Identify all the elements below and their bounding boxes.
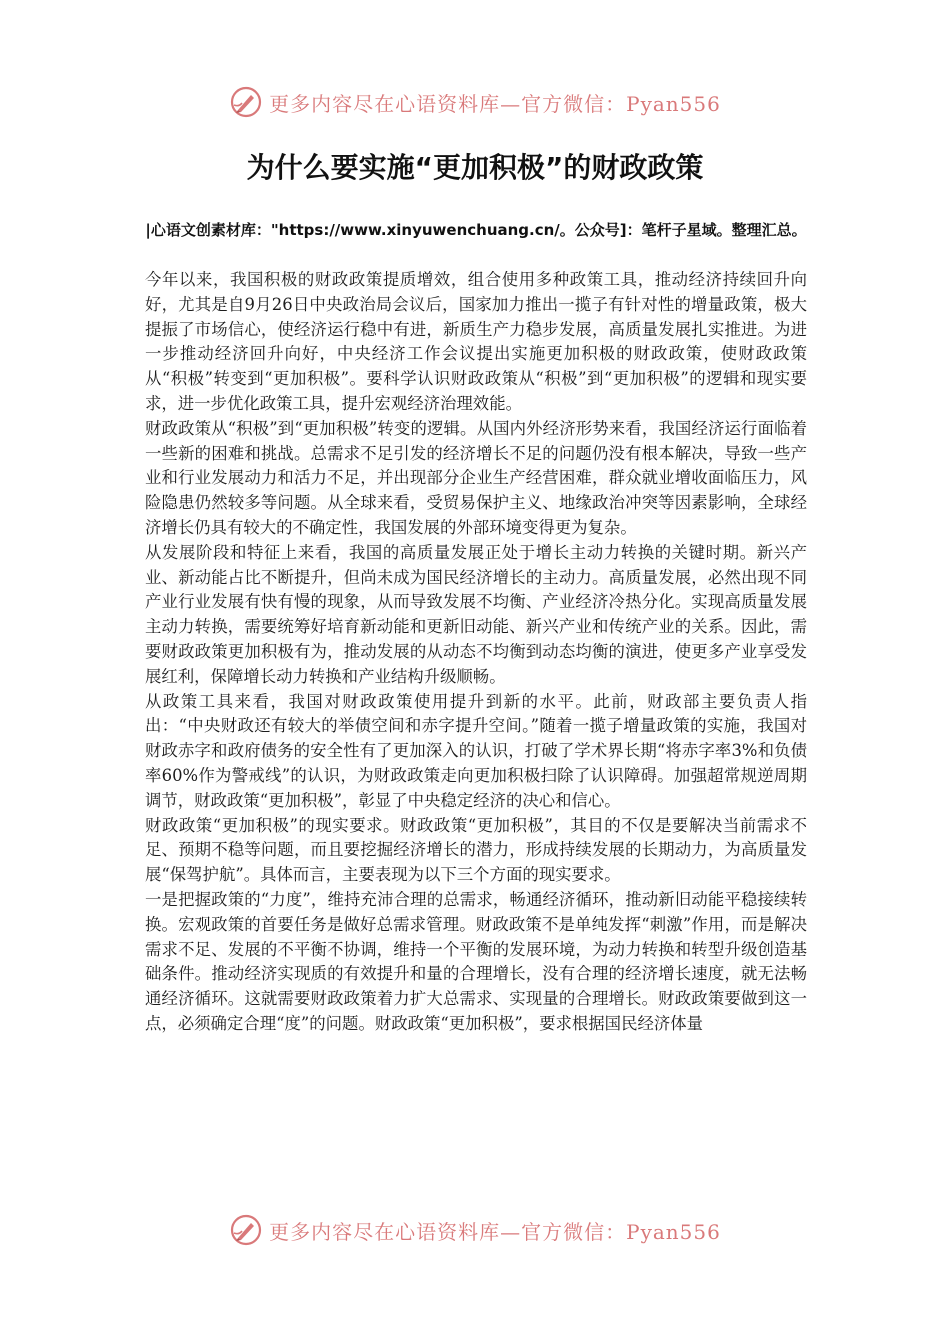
article-body xyxy=(145,268,807,1037)
paragraph: 一是把握政策的“力度”，维持充沛合理的总需求，畅通经济循环，推动新旧动能平稳接续转换。宏观政策的首要任务是做好总需求管理。财政政策不是单纯发挥“刺激”作用，而是解决需求不足、发展的不平衡不协调，维持一个平衡的发展环境，为动力转换和转型升级创造基础条件。推动经济实现质的有效提升和量的合理增长，没有合理的经济增长速度，就无法畅通经济循环。这就需要财政政策着力扩大总需求、实现量的合理增长。财政政策要做到这一点，必须确定合理“度”的问题。财政政策“更加积极”，要求根据国民经济体量 xyxy=(145,889,807,1033)
watermark-text: 更多内容尽在心语资料库—官方微信：Pyan556 xyxy=(269,91,721,116)
paragraph: 财政政策从“积极”到“更加积极”转变的逻辑。从国内外经济形势来看，我国经济运行面临着一些新的困难和挑战。总需求不足引发的经济增长不足的问题仍没有根本解决，导致一些产业和行业发展动力和活力不足，并出现部分企业生产经营困难，群众就业增收面临压力，风险隐患仍然较多等问题。从全球来看，受贸易保护主义、地缘政治冲突等因素影响，全球经济增长仍具有较大的不确定性，我国发展的外部环境变得更为复杂。 xyxy=(145,418,807,537)
watermark-text: 更多内容尽在心语资料库—官方微信：Pyan556 xyxy=(269,1219,721,1244)
footer-watermark-banner xyxy=(0,1210,950,1250)
page-title: 为什么要实施“更加积极”的财政政策 xyxy=(246,151,704,184)
paragraph: 财政政策“更加积极”的现实要求。财政政策“更加积极”，其目的不仅是要解决当前需求不足、预期不稳等问题，而且要挖掘经济增长的潜力，形成持续发展的长期动力，为高质量发展“保驾护航”。具体而言，主要表现为以下三个方面的现实要求。 xyxy=(145,815,807,885)
paragraph: 从发展阶段和特征上来看，我国的高质量发展正处于增长主动力转换的关键时期。新兴产业、新动能占比不断提升，但尚未成为国民经济增长的主动力。高质量发展，必然出现不同产业行业发展有快有慢的现象，从而导致发展不均衡、产业经济冷热分化。实现高质量发展主动力转换，需要统筹好培育新动能和更新旧动能、新兴产业和传统产业的关系。因此，需要财政政策更加积极有为，推动发展的从动态不均衡到动态均衡的演进，使更多产业享受发展红利，保障增长动力转换和产业结构升级顺畅。 xyxy=(145,542,807,686)
paragraph: 从政策工具来看，我国对财政政策使用提升到新的水平。此前，财政部主要负责人指出：“中央财政还有较大的举债空间和赤字提升空间。”随着一揽子增量政策的实施，我国对财政赤字和政府债务的安全性有了更加深入的认识，打破了学术界长期“将赤字率3%和负债率60%作为警戒线”的认识，为财政政策走向更加积极扫除了认识障碍。加强超常规逆周期调节，财政政策“更加积极”，彰显了中央稳定经济的决心和信心。 xyxy=(145,691,807,810)
pen-logo-icon xyxy=(229,85,263,119)
header-watermark-banner xyxy=(0,82,950,122)
source-note: |心语文创素材库："https://www.xinyuwenchuang.cn/。公众号]：笔杆子星域。整理汇总。 xyxy=(145,221,807,239)
pen-logo-icon xyxy=(229,1213,263,1247)
paragraph: 今年以来，我国积极的财政政策提质增效，组合使用多种政策工具，推动经济持续回升向好，尤其是自9月26日中央政治局会议后，国家加力推出一揽子有针对性的增量政策，极大提振了市场信心，使经济运行稳中有进，新质生产力稳步发展，高质量发展扎实推进。为进一步推动经济回升向好，中央经济工作会议提出实施更加积极的财政政策，使财政政策从“积极”转变到“更加积极”。要科学认识财政政策从“积极”到“更加积极”的逻辑和现实要求，进一步优化政策工具，提升宏观经济治理效能。 xyxy=(145,270,807,413)
